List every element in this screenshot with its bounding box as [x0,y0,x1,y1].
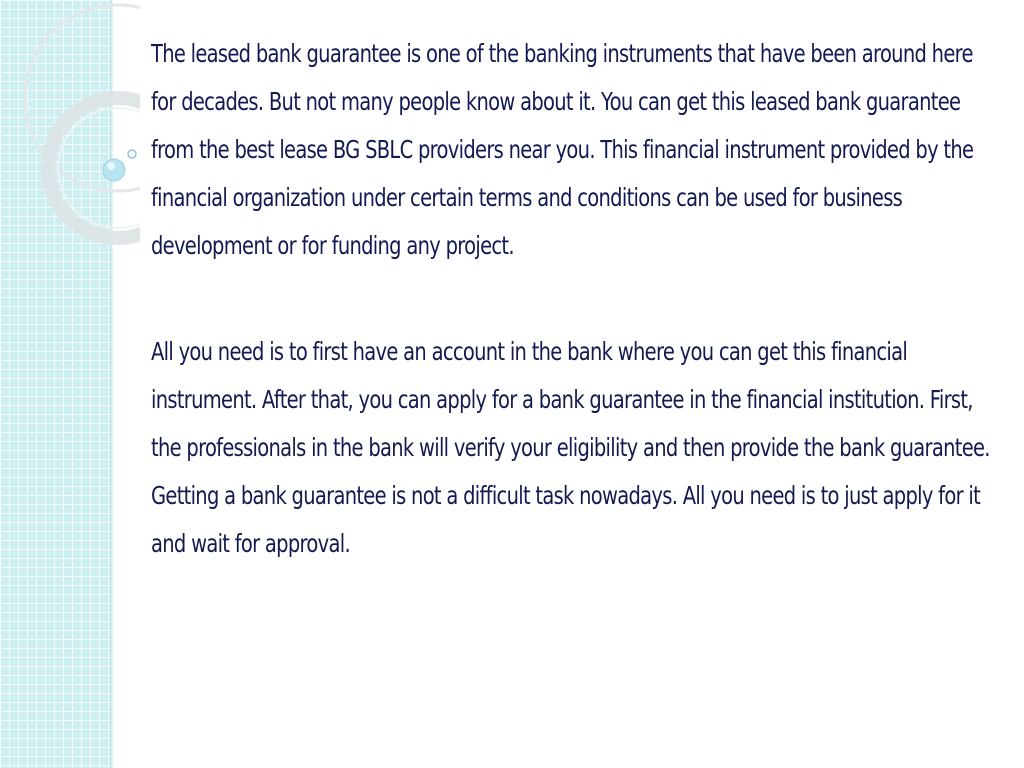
small-hollow-dot [128,150,136,158]
decorative-rings [0,0,140,260]
paragraph-1: The leased bank guarantee is one of the banking instruments that have been around here for decades. But not many people know about it. You can get this leased bank guarantee from the best lease BG SBLC providers near you. This financial instrument provided by the financial organization under certain terms and conditions can be used for business development or for funding any project. [151,39,974,260]
paragraph-2: All you need is to first have an account in the bank where you can get this financial instrument. After that, you can apply for a bank guarantee in the financial institution. First, the professionals in the bank will verify your eligibility and then provide the bank guarantee. Getting a bank guarantee is not a difficult task nowadays. All you need is to just apply for it and wait for approval. [151,337,990,558]
middle-ring [48,98,140,238]
glossy-dot-highlight [107,162,115,170]
glossy-dot [103,159,125,181]
content-text [151,30,996,626]
